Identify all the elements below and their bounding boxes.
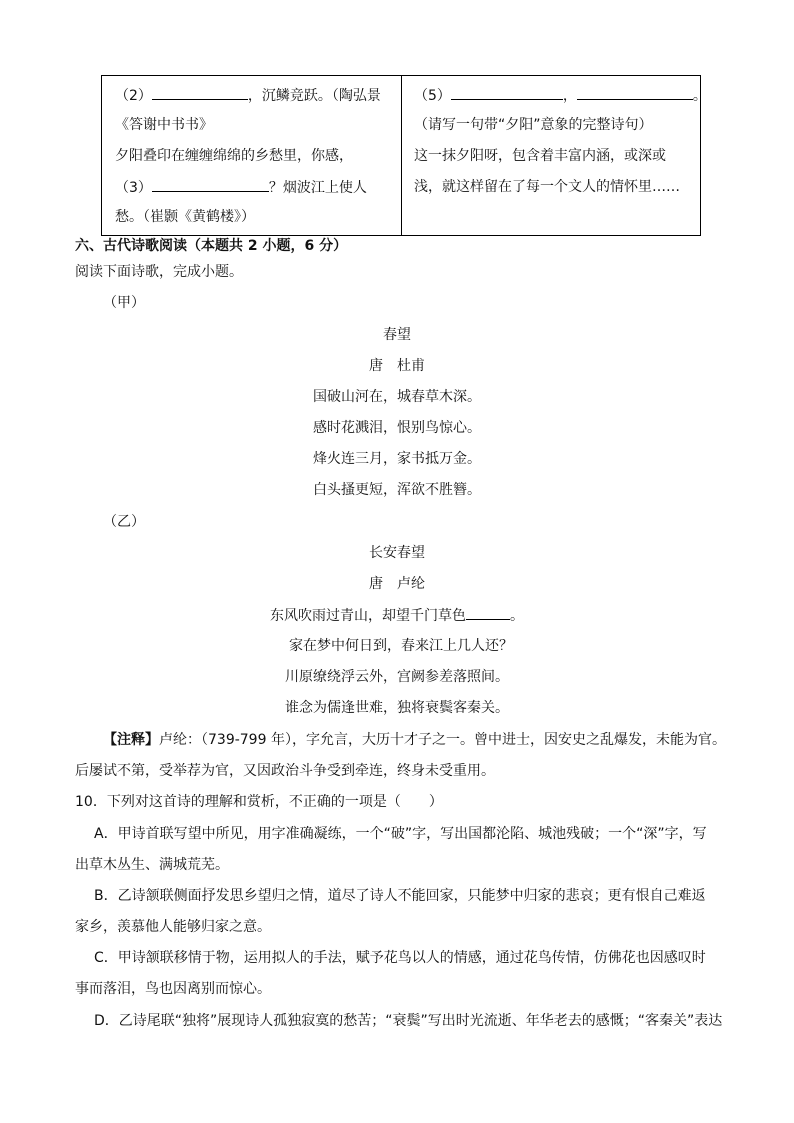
table-left-line-4: （3） ？烟波江上使人 [115, 177, 367, 198]
note-label: 【注释】 [103, 732, 159, 748]
poem-a-line: 白头搔更短，浑欲不胜簪。 [313, 482, 481, 498]
table-left-line-2: 《答谢中书书》 [115, 117, 213, 133]
table-left-line-5: 愁。（崔颢《黄鹤楼》） [115, 209, 255, 225]
poem-a-marker: （甲） [103, 295, 145, 311]
question-stem: 10．下列对这首诗的理解和赏析，不正确的一项是（ ） [75, 794, 443, 810]
option-a-line-2[interactable]: 出草木丛生、满城荒芜。 [75, 857, 229, 873]
option-b-line-1[interactable]: B．乙诗颔联侧面抒发思乡望归之情，道尽了诗人不能回家，只能梦中归家的悲哀；更有恨自己难返 [94, 888, 706, 904]
table-right-line-4: 浅，就这样留在了每一个文人的情怀里…… [414, 179, 680, 195]
poem-a-line: 国破山河在，城春草木深。 [313, 389, 481, 405]
table-right-line-3: 这一抹夕阳呀，包含着丰富内涵，或深或 [414, 148, 666, 164]
note-line-1: 【注释】卢纶：（739-799 年），字允言，大历十才子之一。曾中进士，因安史之乱爆发，未能为官。 [103, 732, 726, 748]
poem-b-title: 长安春望 [369, 545, 425, 561]
poem-b-line: 谁念为儒逢世难，独将衰鬓客秦关。 [285, 700, 509, 716]
poem-a-line: 烽火连三月，家书抵万金。 [313, 451, 481, 467]
fill-in-table [101, 75, 707, 236]
option-c-line-2[interactable]: 事而落泪，鸟也因离别而惊心。 [75, 981, 271, 997]
note-line-2: 后屡试不第，受举荐为官，又因政治斗争受到牵连，终身未受重用。 [75, 763, 495, 779]
section-title: 六、古代诗歌阅读（本题共 2 小题，6 分） [75, 238, 348, 254]
poem-b-line-1: 东风吹雨过青山，却望千门草色 。 [0, 605, 794, 626]
option-c-line-1[interactable]: C．甲诗颔联移情于物，运用拟人的手法，赋予花鸟以人的情感，通过花鸟传情，仿佛花也因感叹时 [94, 950, 706, 966]
table-left-line-3: 夕阳叠印在缠缠绵绵的乡愁里，你感， [115, 148, 353, 164]
answer-blank-5a[interactable] [451, 85, 563, 100]
option-a-line-1[interactable]: A．甲诗首联写望中所见，用字准确凝练，一个“破”字，写出国都沦陷、城池残破；一个“深”字，写 [94, 826, 707, 842]
poem-a-author: 唐 杜甫 [369, 358, 425, 374]
poem-a-line: 感时花溅泪，恨别鸟惊心。 [313, 420, 481, 436]
poem-b-line: 家在梦中何日到，春来江上几人还？ [289, 638, 513, 654]
poem-a-title: 春望 [383, 327, 411, 343]
table-cell-right [402, 76, 707, 235]
table-right-line-1: （5） ， 。 [414, 85, 707, 106]
section-instruction: 阅读下面诗歌，完成小题。 [75, 264, 243, 280]
poem-b-marker: （乙） [103, 514, 145, 530]
table-cell-left [102, 76, 402, 235]
table-right-line-2: （请写一句带“夕阳”意象的完整诗句） [414, 117, 653, 133]
option-d-line-1[interactable]: D．乙诗尾联“独将”展现诗人孤独寂寞的愁苦；“衰鬓”写出时光流逝、年华老去的感慨；“客秦关”表达 [94, 1013, 723, 1029]
table-left-line-1: （2） ，沉鳞竞跃。（陶弘景 [115, 85, 381, 106]
answer-blank-3[interactable] [152, 177, 269, 192]
poem-b-blank[interactable] [466, 605, 510, 620]
option-b-line-2[interactable]: 家乡，羡慕他人能够归家之意。 [75, 919, 271, 935]
poem-b-author: 唐 卢纶 [369, 576, 425, 592]
poem-b-line: 川原缭绕浮云外，宫阙参差落照间。 [285, 669, 509, 685]
answer-blank-5b[interactable] [577, 85, 693, 100]
answer-blank-2[interactable] [152, 85, 248, 100]
